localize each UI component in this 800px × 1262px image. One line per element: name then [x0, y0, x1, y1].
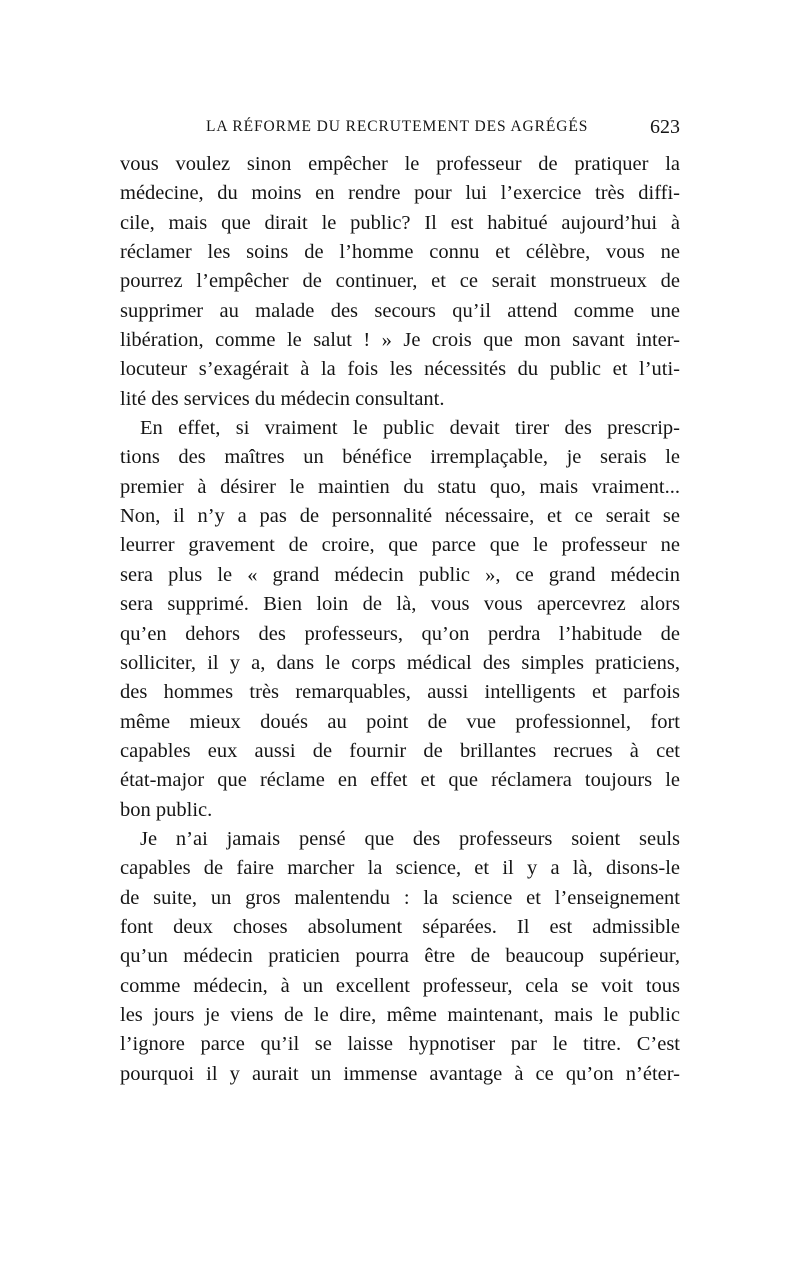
text-line: lité des services du médecin consultant. — [120, 387, 445, 410]
text-line: les jours je viens de le dire, même maintenant, mais le public — [120, 1003, 680, 1026]
text-line: même mieux doués au point de vue professionnel, fort — [120, 710, 680, 733]
body-text — [120, 150, 680, 1089]
paragraph-start-line: En effet, si vraiment le public devait tirer des prescrip- — [140, 417, 680, 440]
text-line: pourrez l’empêcher de continuer, et ce serait monstrueux de — [120, 270, 680, 293]
text-line: tions des maîtres un bénéfice irremplaçable, je serais le — [120, 446, 680, 469]
text-line: pourquoi il y aurait un immense avantage à ce qu’on n’éter- — [120, 1062, 680, 1085]
text-line: solliciter, il y a, dans le corps médical des simples praticiens, — [120, 651, 680, 674]
text-line: supprimer au malade des secours qu’il attend comme une — [120, 299, 680, 322]
text-line: sera supprimé. Bien loin de là, vous vous apercevrez alors — [120, 593, 680, 616]
page-number: 623 — [650, 116, 680, 138]
text-line: qu’un médecin praticien pourra être de beaucoup supérieur, — [120, 945, 680, 968]
text-line: libération, comme le salut ! » Je crois que mon savant inter- — [120, 329, 680, 352]
text-line: qu’en dehors des professeurs, qu’on perdra l’habitude de — [120, 622, 680, 645]
text-line: sera plus le « grand médecin public », ce grand médecin — [120, 563, 680, 586]
text-line: capables de faire marcher la science, et il y a là, disons-le — [120, 857, 680, 880]
text-line: vous voulez sinon empêcher le professeur de pratiquer la — [120, 153, 680, 175]
text-line: médecine, du moins en rendre pour lui l’exercice très diffi- — [120, 182, 680, 205]
text-line: bon public. — [120, 798, 213, 821]
text-line: état-major que réclame en effet et que réclamera toujours le — [120, 769, 680, 792]
text-line: font deux choses absolument séparées. Il est admissible — [120, 915, 680, 938]
text-line: premier à désirer le maintien du statu quo, mais vraiment... — [120, 475, 680, 498]
text-line: capables eux aussi de fournir de brillantes recrues à cet — [120, 739, 680, 762]
paragraph-start-line: Je n’ai jamais pensé que des professeurs soient seuls — [140, 827, 680, 850]
text-line: leurrer gravement de croire, que parce que le professeur ne — [120, 534, 680, 557]
text-line: comme médecin, à un excellent professeur, cela se voit tous — [120, 974, 680, 997]
text-line: réclamer les soins de l’homme connu et célèbre, vous ne — [120, 241, 680, 264]
text-line: l’ignore parce qu’il se laisse hypnotiser par le titre. C’est — [120, 1033, 680, 1056]
text-line: locuteur s’exagérait à la fois les nécessités du public et l’uti- — [120, 358, 680, 381]
text-line: Non, il n’y a pas de personnalité nécessaire, et ce serait se — [120, 505, 680, 528]
text-line: des hommes très remarquables, aussi intelligents et parfois — [120, 681, 680, 704]
running-head — [120, 114, 680, 140]
running-title: LA RÉFORME DU RECRUTEMENT DES AGRÉGÉS — [206, 118, 589, 135]
text-line: de suite, un gros malentendu : la science et l’enseignement — [120, 886, 680, 909]
text-line: cile, mais que dirait le public? Il est habitué aujourd’hui à — [120, 211, 680, 234]
